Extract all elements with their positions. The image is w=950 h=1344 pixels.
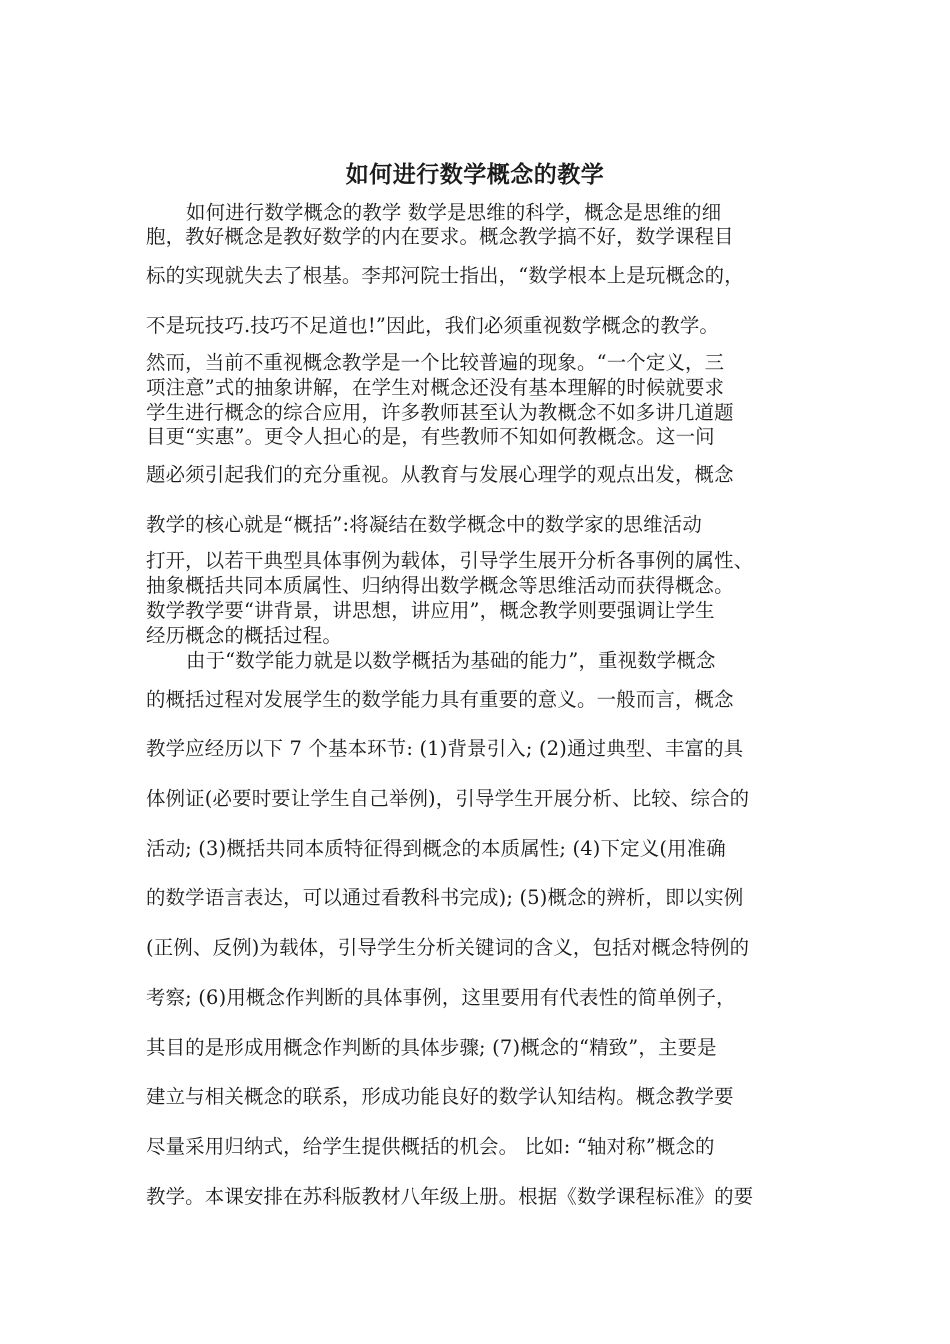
text-line: 学生进行概念的综合应用，许多教师甚至认为教概念不如多讲几道题	[146, 401, 734, 424]
text-line: 如何进行数学概念的教学 数学是思维的科学，概念是思维的细	[186, 201, 722, 224]
text-line: 由于“数学能力就是以数学概括为基础的能力”，重视数学概念	[186, 649, 716, 672]
text-line: 目更“实惠”。更令人担心的是，有些教师不知如何教概念。这一问	[146, 425, 715, 448]
text-line: 教学的核心就是“概括”:将凝结在数学概念中的数学家的思维活动	[146, 513, 702, 536]
text-line: 建立与相关概念的联系，形成功能良好的数学认知结构。概念教学要	[146, 1085, 734, 1108]
text-line: 活动; (3)概括共同本质特征得到概念的本质属性; (4)下定义(用准确	[146, 837, 726, 860]
text-line: 教学应经历以下 7 个基本环节: (1)背景引入; (2)通过典型、丰富的具	[146, 737, 744, 760]
text-line: 体例证(必要时要让学生自己举例)，引导学生开展分析、比较、综合的	[146, 787, 750, 810]
text-line: 的概括过程对发展学生的数学能力具有重要的意义。一般而言，概念	[146, 688, 734, 711]
text-line: 教学。本课安排在苏科版教材八年级上册。根据《数学课程标准》的要	[146, 1185, 754, 1208]
text-line: 其目的是形成用概念作判断的具体步骤; (7)概念的“精致”，主要是	[146, 1036, 717, 1059]
text-line: 不是玩技巧.技巧不足道也!”因此，我们必须重视数学概念的教学。	[146, 314, 720, 337]
text-line: 抽象概括共同本质属性、归纳得出数学概念等思维活动而获得概念。	[146, 574, 734, 597]
text-line: 数学教学要“讲背景，讲思想，讲应用”，概念教学则要强调让学生	[146, 599, 715, 622]
text-line: 考察; (6)用概念作判断的具体事例，这里要用有代表性的简单例子，	[146, 986, 736, 1009]
text-line: 尽量采用归纳式，给学生提供概括的机会。 比如: “轴对称”概念的	[146, 1135, 715, 1158]
text-line: 打开，以若干典型具体事例为载体，引导学生展开分析各事例的属性、	[146, 549, 754, 572]
text-line: 标的实现就失去了根基。李邦河院士指出，“数学根本上是玩概念的，	[146, 264, 744, 287]
text-line: 题必须引起我们的充分重视。从教育与发展心理学的观点出发，概念	[146, 463, 734, 486]
text-line: (正例、反例)为载体，引导学生分析关键词的含义，包括对概念特例的	[146, 936, 750, 959]
text-line: 经历概念的概括过程。	[146, 624, 342, 647]
text-line: 项注意”式的抽象讲解，在学生对概念还没有基本理解的时候就要求	[146, 376, 725, 399]
document-title: 如何进行数学概念的教学	[345, 162, 605, 188]
text-line: 胞，教好概念是教好数学的内在要求。概念教学搞不好，数学课程目	[146, 225, 734, 248]
text-line: 的数学语言表达，可以通过看教科书完成); (5)概念的辨析，即以实例	[146, 886, 744, 909]
text-line: 然而，当前不重视概念教学是一个比较普遍的现象。“一个定义，三	[146, 351, 725, 374]
